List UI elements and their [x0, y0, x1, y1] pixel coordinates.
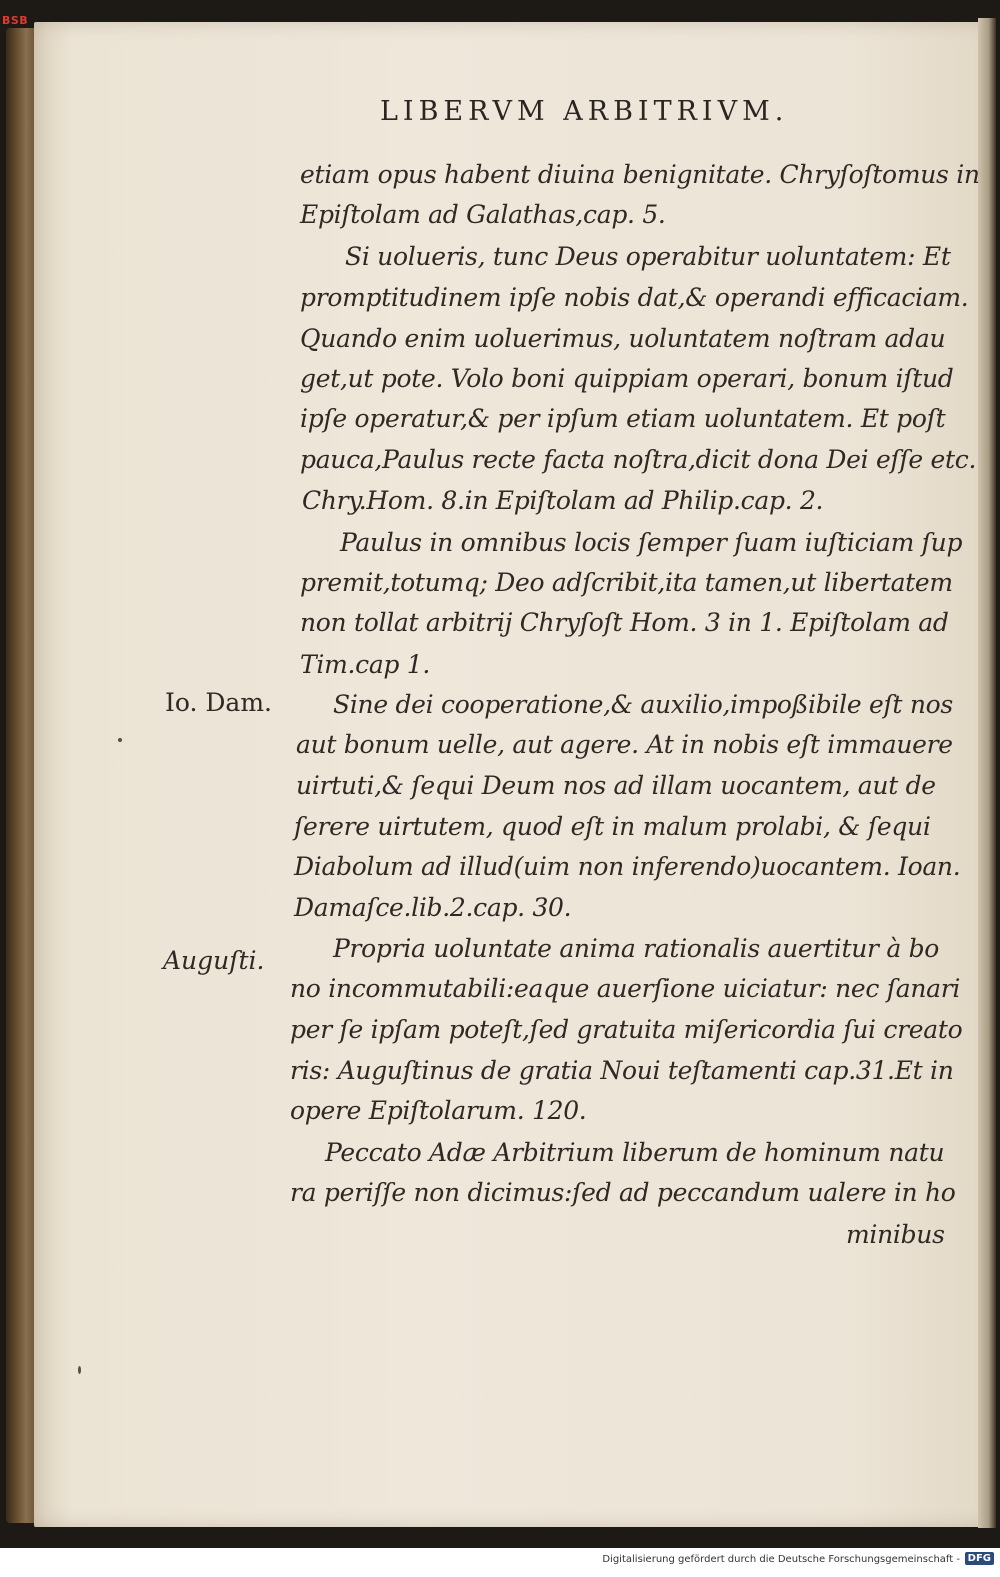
text-line: Diabolum ad illud(uim non inferendo)uocantem. Ioan. — [294, 852, 961, 881]
text-line: Tim.cap 1. — [300, 650, 431, 679]
ink-speck — [78, 1366, 81, 1374]
digitization-footer — [0, 1548, 1000, 1577]
ink-speck — [118, 738, 122, 742]
text-line: aut bonum uelle, aut agere. At in nobis eſt immauere — [296, 730, 953, 759]
text-line: opere Epiſtolarum. 120. — [290, 1096, 587, 1125]
text-line: uirtuti,& ſequi Deum nos ad illam uocantem, aut de — [296, 771, 936, 800]
text-line: Epiſtolam ad Galathas,cap. 5. — [300, 200, 666, 229]
footer-text: Digitalisierung gefördert durch die Deutsche Forschungsgemeinschaft - — [602, 1554, 960, 1565]
text-line: Sine dei cooperatione,& auxilio,impoßibile eſt nos — [333, 690, 953, 719]
text-line: get,ut pote. Volo boni quippiam operari, bonum iſtud — [300, 364, 954, 393]
margin-note: Auguſti. — [163, 946, 265, 975]
bsb-logo: BSB — [2, 14, 29, 27]
text-line: Si uolueris, tunc Deus operabitur uoluntatem: Et — [345, 242, 951, 271]
margin-note: Io. Dam. — [165, 688, 272, 717]
text-line: non tollat arbitrij Chryſoſt Hom. 3 in 1. Epiſtolam ad — [300, 608, 949, 637]
text-line: promptitudinem ipſe nobis dat,& operandi efficaciam. — [300, 283, 969, 312]
text-line: no incommutabili:eaque auerſione uiciatur: nec ſanari — [290, 974, 961, 1003]
text-line: Propria uoluntate anima rationalis auertitur à bo — [333, 934, 940, 963]
text-line: premit,totumq; Deo adſcribit,ita tamen,ut libertatem — [300, 568, 953, 597]
text-line: ſerere uirtutem, quod eſt in malum prolabi, & ſequi — [294, 812, 931, 841]
text-line: per ſe ipſam poteſt,ſed gratuita miſericordia ſui creato — [290, 1015, 963, 1044]
text-line: Damaſce.lib.2.cap. 30. — [294, 893, 572, 922]
text-line: Chry.Hom. 8.in Epiſtolam ad Philip.cap. 2. — [302, 486, 824, 515]
text-line: Peccato Adæ Arbitrium liberum de hominum natu — [325, 1138, 945, 1167]
catchword: minibus — [846, 1220, 945, 1249]
text-line: pauca,Paulus recte facta noſtra,dicit dona Dei eſſe etc. — [300, 445, 977, 474]
text-line: Quando enim uoluerimus, uoluntatem noſtram adau — [300, 324, 946, 353]
text-line: ipſe operatur,& per ipſum etiam uoluntatem. Et poſt — [300, 404, 946, 433]
text-line: Paulus in omnibus locis ſemper ſuam iuſticiam ſup — [340, 528, 963, 557]
text-line: ra periſſe non dicimus:ſed ad peccandum ualere in ho — [290, 1178, 956, 1207]
dfg-logo: DFG — [965, 1552, 994, 1565]
running-head: LIBERVM ARBITRIVM. — [380, 96, 789, 127]
text-line: ris: Auguſtinus de gratia Noui teſtamenti cap.31.Et in — [290, 1056, 954, 1085]
text-line: etiam opus habent diuina benignitate. Chryſoſtomus in — [300, 160, 980, 189]
